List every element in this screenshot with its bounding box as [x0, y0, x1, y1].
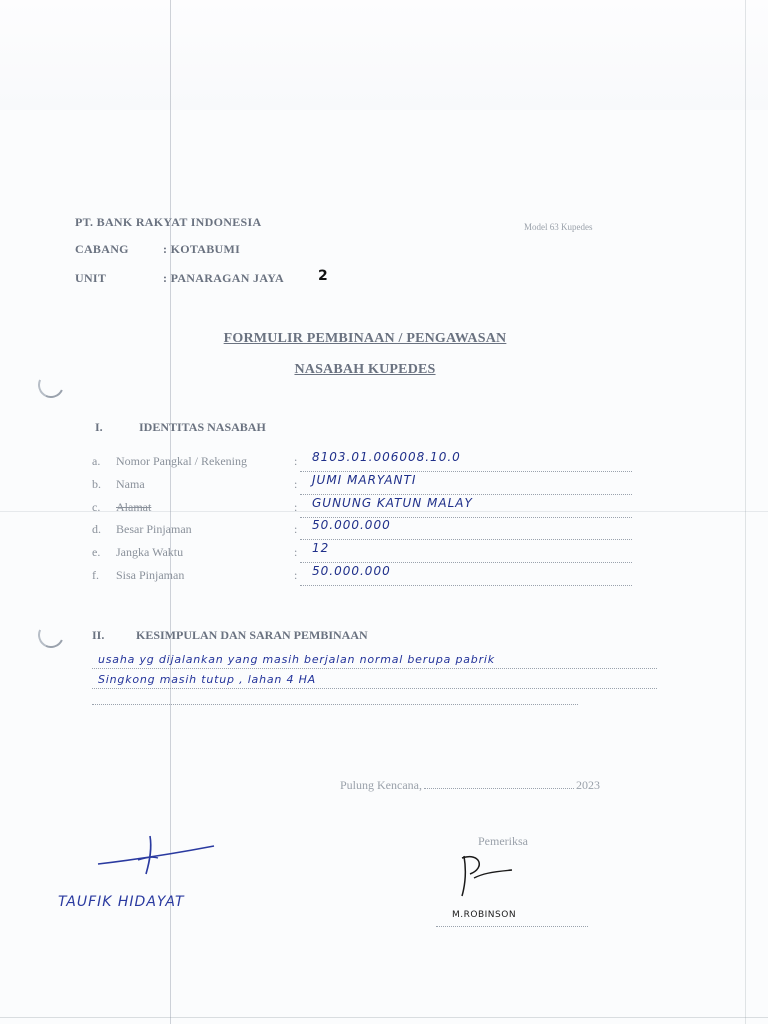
left-signature-scribble — [92, 830, 222, 885]
field-index: b. — [92, 477, 101, 491]
date-dotted-line — [424, 788, 574, 789]
unit-row — [75, 271, 284, 286]
field-value-handwritten: 50.000.000 — [312, 518, 391, 532]
field-name — [92, 475, 632, 495]
scan-margin — [0, 0, 768, 110]
field-dotted-line — [300, 494, 632, 495]
field-dotted-line — [300, 562, 632, 563]
checker-label: Pemeriksa — [478, 834, 528, 848]
field-address — [92, 498, 632, 518]
field-label-text: Besar Pinjaman — [116, 522, 192, 536]
field-index: d. — [92, 522, 101, 536]
field-value-handwritten: JUMI MARYANTI — [312, 473, 417, 487]
form-model-number: Model 63 Kupedes — [524, 222, 593, 232]
year: 2023 — [575, 778, 600, 792]
field-label — [92, 568, 184, 583]
section-number: II. — [92, 628, 105, 642]
field-dotted-line — [300, 471, 632, 472]
section-title: KESIMPULAN DAN SARAN PEMBINAAN — [136, 628, 368, 642]
field-label-text: Sisa Pinjaman — [116, 568, 185, 582]
field-label — [92, 522, 192, 537]
field-index: a. — [92, 454, 101, 468]
field-remaining-loan — [92, 566, 632, 586]
field-value-handwritten: 8103.01.006008.10.0 — [312, 450, 461, 464]
unit-value: : PANARAGAN JAYA — [163, 271, 285, 285]
paper-edge-right — [745, 0, 746, 1024]
section-conclusion-heading — [92, 628, 368, 643]
field-label-text: Nama — [116, 477, 145, 491]
field-dotted-line — [300, 585, 632, 586]
remark-dotted-line — [92, 668, 657, 669]
branch-label: CABANG — [75, 242, 129, 256]
field-account-number — [92, 452, 632, 472]
remark-dotted-line — [92, 704, 578, 705]
field-colon: : — [294, 477, 298, 491]
field-colon: : — [294, 545, 298, 559]
form-title: FORMULIR PEMBINAAN / PENGAWASAN — [223, 331, 507, 346]
unit-label: UNIT — [75, 271, 107, 285]
field-value-handwritten: 12 — [312, 541, 330, 555]
left-signatory-name: TAUFIK HIDAYAT — [58, 894, 185, 910]
form-subtitle: NASABAH KUPEDES — [294, 362, 436, 377]
field-colon: : — [294, 454, 298, 468]
section-number: I. — [95, 420, 103, 434]
remark-handwritten-line: Singkong masih tutup , lahan 4 HA — [98, 673, 316, 686]
unit-handwritten-number: 2 — [318, 268, 328, 284]
field-dotted-line — [300, 539, 632, 540]
field-label — [92, 545, 183, 560]
field-loan-amount — [92, 520, 632, 540]
field-colon: : — [294, 568, 298, 582]
field-label-text: Alamat — [116, 500, 152, 514]
branch-row — [75, 242, 240, 257]
field-value-handwritten: GUNUNG KATUN MALAY — [312, 496, 473, 510]
place-name: Pulung Kencana, — [340, 778, 422, 792]
field-label-text: Jangka Waktu — [116, 545, 184, 559]
field-term — [92, 543, 632, 563]
right-signatory-name: M.ROBINSON — [452, 910, 517, 920]
field-index: e. — [92, 545, 101, 559]
bank-name: PT. BANK RAKYAT INDONESIA — [75, 215, 262, 229]
field-value-handwritten: 50.000.000 — [312, 564, 391, 578]
field-index: f. — [92, 568, 99, 582]
field-label-text: Nomor Pangkal / Rekening — [116, 454, 247, 468]
section-title: IDENTITAS NASABAH — [139, 420, 266, 434]
field-label — [92, 477, 145, 492]
right-signature-scribble — [452, 848, 522, 900]
punch-hole-icon — [34, 618, 67, 651]
branch-value: : KOTABUMI — [163, 242, 241, 256]
place-date — [340, 778, 600, 793]
field-label — [92, 500, 151, 515]
remark-handwritten-line: usaha yg dijalankan yang masih berjalan normal berupa pabrik — [98, 653, 495, 666]
remark-dotted-line — [92, 688, 657, 689]
field-label — [92, 454, 247, 469]
field-index: c. — [92, 500, 101, 514]
section-identity-heading — [95, 420, 266, 435]
field-colon: : — [294, 522, 298, 536]
paper-edge-bottom — [0, 1017, 768, 1018]
signature-dotted-line — [436, 926, 588, 927]
field-colon: : — [294, 500, 298, 514]
